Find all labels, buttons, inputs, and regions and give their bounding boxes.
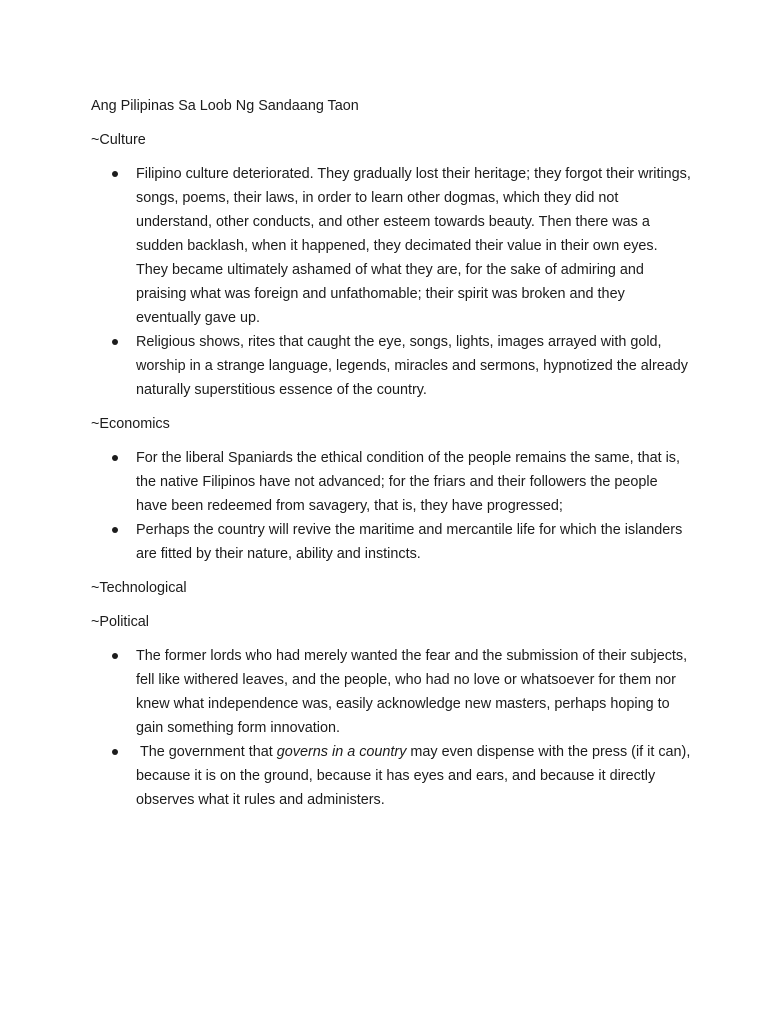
- political-bullet-list: [91, 644, 691, 812]
- culture-bullet-list: [91, 162, 691, 402]
- section-heading-culture: ~Culture: [91, 132, 146, 148]
- list-item-text: The former lords who had merely wanted the fear and the submission of their subjects, fell like withered leaves, and the people, who had no love or whatsoever for them nor knew what independence was, easily acknowledge new masters, perhaps hoping to gain something form innovation.: [136, 648, 688, 736]
- list-item-text: Perhaps the country will revive the maritime and mercantile life for which the islanders are fitted by their nature, ability and instincts.: [136, 522, 683, 562]
- bullet-icon: [112, 527, 118, 533]
- list-item-text-after: may even dispense with the press (if it can), because it is on the ground, because it has eyes and ears, and because it directly observes what it rules and administers.: [136, 744, 691, 808]
- list-item-text-before: The government that: [140, 744, 277, 760]
- bullet-icon: [112, 455, 118, 461]
- list-item: [91, 330, 691, 402]
- list-item-text: For the liberal Spaniards the ethical condition of the people remains the same, that is, the native Filipinos have not advanced; for the friars and their followers the people have been redeemed from savagery, that is, they have progressed;: [136, 450, 680, 514]
- document-title: Ang Pilipinas Sa Loob Ng Sandaang Taon: [91, 98, 359, 114]
- emphasized-text: governs in a country: [276, 744, 407, 760]
- list-item: [91, 740, 691, 812]
- bullet-icon: [112, 653, 118, 659]
- list-item: [91, 518, 691, 566]
- document-page: [91, 94, 691, 822]
- list-item: [91, 644, 691, 740]
- bullet-icon: [112, 749, 118, 755]
- section-heading-political: ~Political: [91, 614, 149, 630]
- economics-bullet-list: [91, 446, 691, 566]
- section-heading-economics: ~Economics: [91, 416, 170, 432]
- bullet-icon: [112, 171, 118, 177]
- list-item-text: Filipino culture deteriorated. They gradually lost their heritage; they forgot their writings, songs, poems, their laws, in order to learn other dogmas, which they did not understand, other conducts, and other esteem towards beauty. Then there was a sudden backlash, when it happened, they decimated their value in their own eyes. They became ultimately ashamed of what they are, for the sake of admiring and praising what was foreign and unfathomable; their spirit was broken and they eventually gave up.: [136, 166, 691, 326]
- list-item-text: Religious shows, rites that caught the eye, songs, lights, images arrayed with gold, worship in a strange language, legends, miracles and sermons, hypnotized the already naturally superstitious essence of the country.: [136, 334, 688, 398]
- list-item: [91, 162, 691, 330]
- section-heading-technological: ~Technological: [91, 580, 187, 596]
- bullet-icon: [112, 339, 118, 345]
- list-item: [91, 446, 691, 518]
